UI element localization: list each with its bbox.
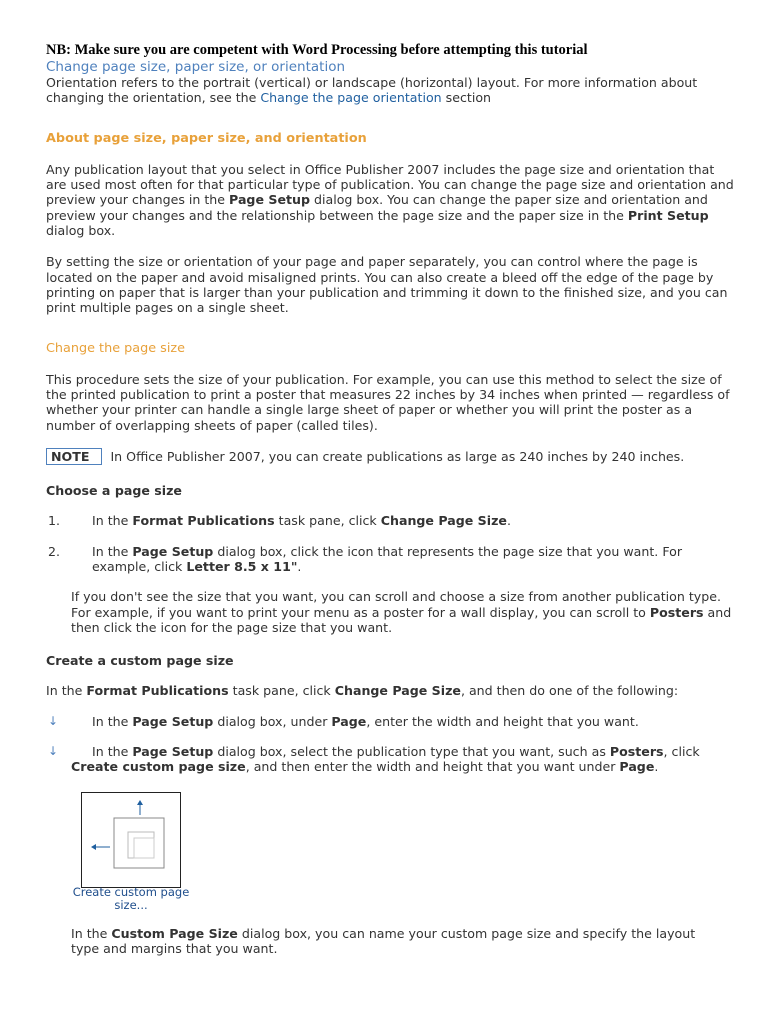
text: In the <box>46 683 87 699</box>
bold-page: Page <box>331 713 367 729</box>
text: dialog box, click the icon that represents the page size that you want. For example, click <box>92 543 682 574</box>
text: dialog box. You can change the paper size and orientation and preview your changes and the relationship between the page size and the paper size in the <box>46 192 708 223</box>
change-page-size-heading: Change the page size <box>46 340 185 356</box>
note-label: NOTE <box>46 448 102 465</box>
final-paragraph <box>71 926 711 957</box>
bold-letter-size: Letter 8.5 x 11" <box>186 558 298 574</box>
bold-page-setup: Page Setup <box>132 744 214 760</box>
bold-change-page-size: Change Page Size <box>334 683 461 699</box>
about-paragraph-1 <box>46 162 736 238</box>
text: In the <box>92 713 133 729</box>
note-paragraph <box>46 448 736 465</box>
page-title: Change page size, paper size, or orientation <box>46 59 346 75</box>
text: In the <box>92 543 133 559</box>
step-2-extra <box>46 589 736 635</box>
text: . <box>297 558 302 574</box>
bold-page-setup: Page Setup <box>132 543 214 559</box>
bullet-2 <box>46 744 736 775</box>
about-heading: About page size, paper size, and orientation <box>46 130 367 146</box>
step-1 <box>46 513 736 528</box>
document-body <box>46 42 736 775</box>
down-arrow-icon: ↓ <box>48 713 59 728</box>
text: , enter the width and height that you want. <box>366 713 639 729</box>
bold-print-setup: Print Setup <box>627 207 709 223</box>
bold-posters: Posters <box>649 604 704 620</box>
text: task pane, click <box>274 513 381 529</box>
bold-page-setup: Page Setup <box>132 713 214 729</box>
text: dialog box, select the publication type that you want, such as <box>213 744 610 760</box>
text: In the <box>92 513 133 529</box>
text: . <box>506 513 511 529</box>
step-2 <box>46 544 736 575</box>
bold-page: Page <box>619 759 655 775</box>
bullet-1 <box>46 714 736 729</box>
custom-page-size-heading: Create a custom page size <box>46 653 234 669</box>
text: dialog box, you can name your custom page size and specify the layout type and margins that you want. <box>71 926 696 957</box>
bold-page-setup: Page Setup <box>229 192 310 208</box>
text: , and then enter the width and height that you want under <box>245 759 620 775</box>
text: dialog box. <box>46 223 116 239</box>
text: . <box>654 759 659 775</box>
text: , and then do one of the following: <box>460 683 679 699</box>
down-arrow-icon: ↓ <box>48 744 59 759</box>
bold-custom-page-size: Custom Page Size <box>111 926 238 941</box>
bold-change-page-size: Change Page Size <box>380 513 507 529</box>
step-number: 2. <box>48 543 61 559</box>
about-paragraph-2: By setting the size or orientation of your page and paper separately, you can control where the page is located on the paper and avoid misaligned prints. You can also create a bleed off the edge of the page by printing on paper that is larger than your publication and trimming it down to the finished size, and you can print multiple pages on a single sheet. <box>46 254 728 316</box>
text: Any publication layout that you select in Office Publisher 2007 includes the page size and orientation that are used most often for that particular type of publication. You can change the page size and orientation and preview your changes in the <box>46 161 734 208</box>
change-orientation-link[interactable]: Change the page orientation <box>260 90 442 106</box>
step-number: 1. <box>48 513 61 529</box>
intro-paragraph <box>46 75 736 106</box>
choose-page-size-heading: Choose a page size <box>46 483 182 499</box>
bold-create-custom-page-size: Create custom page size <box>71 759 246 775</box>
change-paragraph: This procedure sets the size of your publication. For example, you can use this method to select the size of the printed publication to print a poster that measures 22 inches by 34 inches when printed — regardless of whether your printer can handle a single large sheet of paper or whether you will print the poster as a number of overlapping sheets of paper (called tiles). <box>46 371 730 433</box>
nb-notice: NB: Make sure you are competent with Word Processing before attempting this tutorial <box>46 42 588 58</box>
bold-format-publications: Format Publications <box>86 683 229 699</box>
text: , click <box>663 744 700 760</box>
custom-page-size-icon <box>82 793 180 887</box>
note-text: In Office Publisher 2007, you can create publications as large as 240 inches by 240 inches. <box>110 449 685 465</box>
text: If you don't see the size that you want, you can scroll and choose a size from another publication type. For example, if you want to print your menu as a poster for a wall display, you can scroll to <box>71 589 721 620</box>
figure-caption[interactable]: Create custom page size... <box>72 885 190 912</box>
text: In the <box>71 926 112 941</box>
text: In the <box>92 744 133 760</box>
text: dialog box, under <box>213 713 332 729</box>
text: task pane, click <box>228 683 335 699</box>
text: and then click the icon for the page size that you want. <box>71 604 732 635</box>
bold-format-publications: Format Publications <box>132 513 275 529</box>
custom-intro <box>46 683 736 698</box>
intro-text-end: section <box>441 90 492 106</box>
intro-text: Orientation refers to the portrait (vertical) or landscape (horizontal) layout. For more information about changing the orientation, see the <box>46 75 698 106</box>
create-custom-page-size-button[interactable] <box>81 792 181 888</box>
bold-posters: Posters <box>609 744 664 760</box>
